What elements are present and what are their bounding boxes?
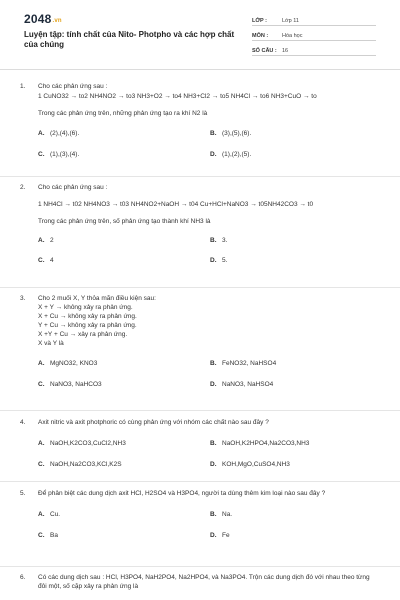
option-c[interactable] [38,150,79,159]
option-a[interactable] [38,236,54,245]
option-letter: B. [210,440,217,447]
option-letter: B. [210,130,217,137]
option-d[interactable] [210,150,251,159]
option-d[interactable] [210,256,227,265]
question-number: 2. [20,184,26,191]
question-text: 1 NH4Cl → t02 NH4NO3 → t03 NH4NO2+NaOH → t04 Cu+HCl+NaNO3 → t05NH42CO3 → t0 [38,201,314,208]
option-letter: C. [38,257,45,264]
question-separator [0,566,400,567]
option-text: 5. [222,257,228,264]
info-row-count [252,42,376,56]
question-3 [20,294,380,388]
option-a[interactable] [38,510,60,519]
option-b[interactable] [210,510,232,519]
info-value: Lớp 11 [282,18,299,24]
question-text: X và Y là [38,340,64,347]
option-text: (1),(2),(5). [222,151,252,158]
option-text: 3. [222,237,228,244]
option-text: KOH,MgO,CuSO4,NH3 [222,461,290,468]
question-separator [0,481,400,482]
question-number: 3. [20,295,26,302]
option-b[interactable] [210,236,227,245]
option-d[interactable] [210,531,230,540]
question-6 [20,573,380,591]
option-text: Cu. [50,511,61,518]
question-1 [20,82,380,158]
option-letter: A. [38,511,45,518]
header-divider [0,69,400,70]
question-number: 1. [20,83,26,90]
option-c[interactable] [38,256,54,265]
option-letter: D. [210,151,217,158]
option-text: NaOH,Na2CO3,KCl,K2S [50,461,122,468]
question-text: Trong các phản ứng trên, số phản ứng tạo thành khí NH3 là [38,218,211,225]
option-letter: D. [210,461,217,468]
question-separator [0,287,400,288]
question-text: X + Cu → không xảy ra phản ứng. [38,313,137,320]
question-text: X + Y → không xảy ra phản ứng. [38,304,133,311]
info-label: MÔN : [252,33,269,39]
info-label: LỚP : [252,18,267,24]
option-d[interactable] [210,380,273,389]
option-letter: D. [210,532,217,539]
option-letter: B. [210,360,217,367]
option-text: (3),(5),(6). [222,130,252,137]
question-number: 5. [20,490,26,497]
option-text: NaOH,K2CO3,CuCl2,NH3 [50,440,126,447]
option-b[interactable] [210,359,276,368]
option-a[interactable] [38,359,97,368]
question-number: 6. [20,574,26,581]
option-a[interactable] [38,439,126,448]
question-2 [20,183,380,264]
question-text: Cho các phản ứng sau : [38,184,108,191]
option-letter: D. [210,381,217,388]
question-text: Trong các phản ứng trên, những phản ứng tạo ra khí N2 là [38,110,208,117]
option-letter: A. [38,440,45,447]
question-separator [0,176,400,177]
option-text: NaNO3, NaHCO3 [50,381,102,388]
option-text: Na. [222,511,233,518]
option-b[interactable] [210,439,309,448]
question-text: 1 CuNO32 → to2 NH4NO2 → to3 NH3+O2 → to4 NH3+Cl2 → to5 NH4Cl → to6 NH3+CuO → to [38,93,317,100]
option-c[interactable] [38,460,122,469]
option-text: Ba [50,532,58,539]
option-a[interactable] [38,129,79,138]
info-label: SỐ CÂU : [252,48,277,54]
option-letter: A. [38,130,45,137]
option-letter: B. [210,237,217,244]
option-text: NaOH,K2HPO4,Na2CO3,NH3 [222,440,310,447]
logo-suffix: .vn [52,18,62,24]
page-title: Luyện tập: tính chất của Nito- Photpho và các hợp chất của chúng [24,30,235,49]
info-row-class [252,12,376,26]
option-text: (1),(3),(4). [50,151,80,158]
option-text: MgNO32, KNO3 [50,360,98,367]
question-4 [20,418,380,468]
option-letter: C. [38,461,45,468]
option-text: 4 [50,257,54,264]
option-text: NaNO3, NaHSO4 [222,381,274,388]
option-d[interactable] [210,460,290,469]
question-text: Cho 2 muối X, Y thỏa mãn điều kiện sau: [38,295,156,302]
question-text: Cho các phản ứng sau : [38,83,108,90]
header [0,0,400,62]
option-letter: C. [38,151,45,158]
info-table [252,12,376,57]
question-text: Có các dung dịch sau : HCl, H3PO4, NaH2PO4, Na2HPO4, và Na3PO4. Trộn các dung dịch đó với nhau theo từng đôi một, số cặp xảy ra phản ứng là [38,574,370,590]
option-letter: C. [38,381,45,388]
option-c[interactable] [38,380,102,389]
option-c[interactable] [38,531,58,540]
option-b[interactable] [210,129,251,138]
option-text: 2 [50,237,54,244]
question-text: Y + Cu → không xảy ra phản ứng. [38,322,137,329]
logo [24,12,62,26]
question-text: Axit nitric và axit photphoric có cùng phản ứng với nhóm các chất nào sau đây ? [38,419,269,426]
info-value: Hóa học [282,33,303,39]
question-text: X +Y + Cu → xảy ra phản ứng. [38,331,128,338]
question-number: 4. [20,419,26,426]
question-5 [20,489,380,539]
option-text: (2),(4),(6). [50,130,80,137]
option-letter: A. [38,360,45,367]
option-letter: D. [210,257,217,264]
option-letter: A. [38,237,45,244]
option-letter: C. [38,532,45,539]
logo-text: 2048 [24,12,52,26]
info-row-subject [252,27,376,41]
option-text: Fe [222,532,230,539]
option-text: FeNO32, NaHSO4 [222,360,277,367]
info-value: 16 [282,48,289,54]
question-separator [0,410,400,411]
question-text: Để phân biệt các dung dịch axit HCl, H2SO4 và H3PO4, người ta dùng thêm kim loại nào sau đây ? [38,490,326,497]
option-letter: B. [210,511,217,518]
